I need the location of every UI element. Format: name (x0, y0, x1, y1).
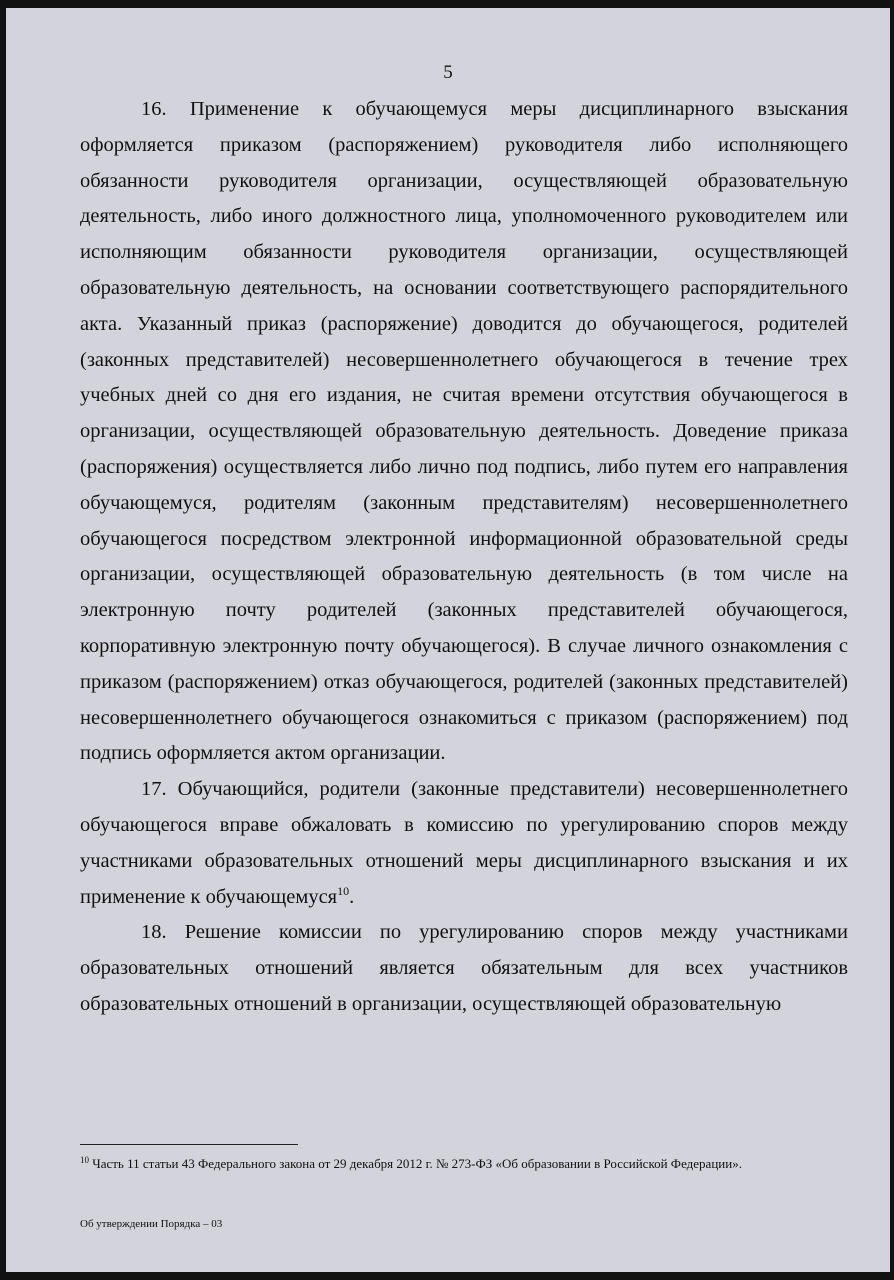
footnote (80, 1155, 848, 1172)
document-page (6, 8, 890, 1272)
paragraph-18-text: 18. Решение комиссии по урегулированию споров между участниками образовательных отношений является обязательным для всех участников образовательных отношений в организации, осуществляющей образовательную (80, 921, 848, 1015)
footnote-number: 10 (80, 1155, 89, 1165)
paragraph-18 (80, 915, 848, 1022)
footnote-reference[interactable]: 10 (337, 883, 350, 898)
footnote-separator (80, 1144, 298, 1145)
footnote-text: Часть 11 статьи 43 Федерального закона от 29 декабря 2012 г. № 273-ФЗ «Об образовании в Российской Федерации». (92, 1156, 742, 1171)
paragraph-16 (80, 92, 848, 772)
document-footer: Об утверждении Порядка – 03 (80, 1218, 223, 1230)
paragraph-17-text: 17. Обучающийся, родители (законные представители) несовершеннолетнего обучающегося вправе обжаловать в комиссию по урегулированию споров между участниками образовательных отношений меры дисциплинарного взыскания и их применение к обучающемуся (80, 778, 848, 908)
paragraph-16-text: 16. Применение к обучающемуся меры дисциплинарного взыскания оформляется приказом (распоряжением) руководителя либо исполняющего обязанности руководителя организации, осуществляющей образовательную деятельность, либо иного должностного лица, уполномоченного руководителем или исполняющим обязанности руководителя организации, осуществляющей образовательную деятельность, на основании соответствующего распорядительного акта. Указанный приказ (распоряжение) доводится до обучающегося, родителей (законных представителей) несовершеннолетнего обучающегося в течение трех учебных дней со дня его издания, не считая времени отсутствия обучающегося в организации, осуществляющей образовательную деятельность. Доведение приказа (распоряжения) осуществляется либо лично под подпись, либо путем его направления обучающемуся, родителям (законным представителям) несовершеннолетнего обучающегося посредством электронной информационной образовательной среды организации, осуществляющей образовательную деятельность (в том числе на электронную почту родителей (законных представителей обучающегося, корпоративную электронную почту обучающегося). В случае личного ознакомления с приказом (распоряжением) отказ обучающегося, родителей (законных представителей) несовершеннолетнего обучающегося ознакомиться с приказом (распоряжением) под подпись оформляется актом организации. (80, 98, 848, 765)
document-body (80, 92, 848, 1023)
paragraph-17 (80, 772, 848, 915)
paragraph-17-end: . (349, 885, 355, 908)
page-number: 5 (443, 62, 453, 83)
